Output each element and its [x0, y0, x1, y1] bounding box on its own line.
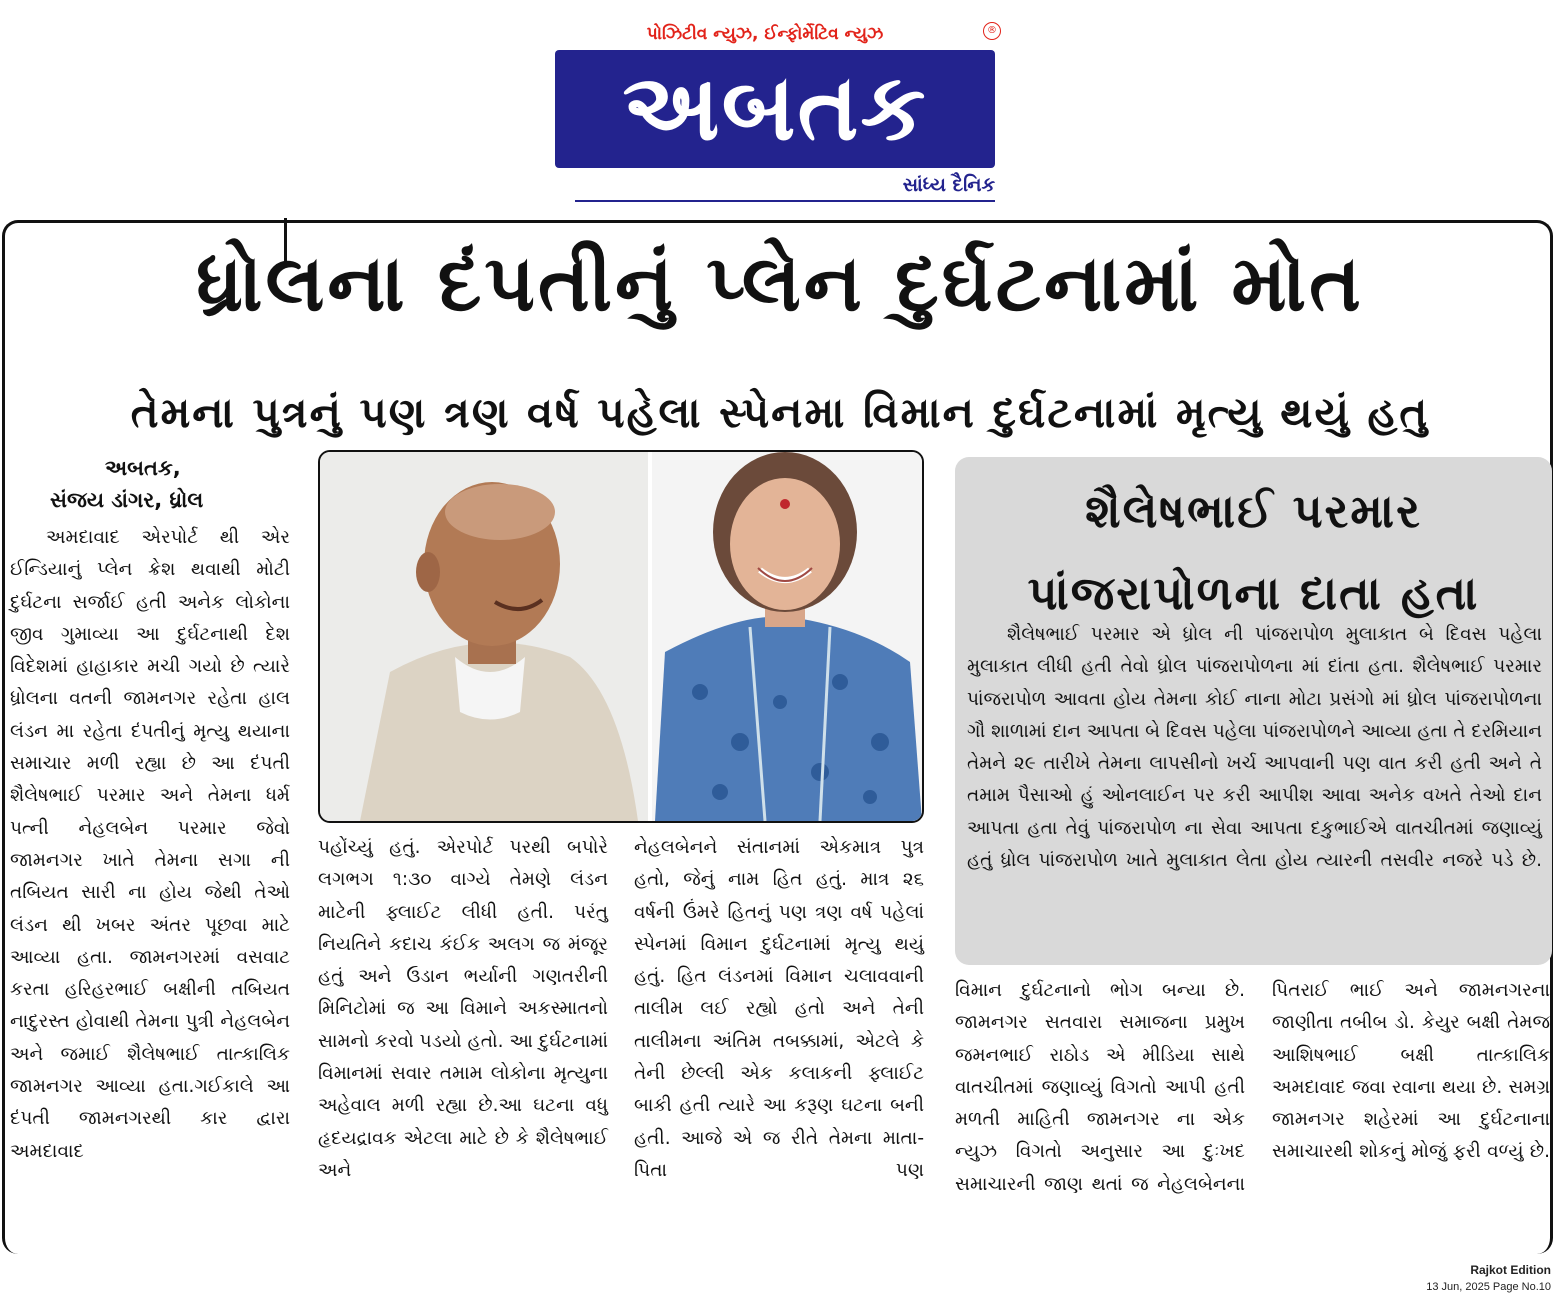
article-column-2 [318, 832, 608, 1252]
masthead [555, 14, 1005, 204]
column-5-text: પિતરાઈ ભાઈ અને જામનગરના જાણીતા તબીબ ડો. કેયુર બક્ષી તેમજ આશિષભાઈ બક્ષી તાત્કાલિક અમદાવાદ જવા રવાના થયા છે. સમગ્ર જામનગર શહેરમાં આ દુર્ઘટનાના સમાચારથી શોકનું મોજું ફરી વળ્યું છે. [1272, 980, 1550, 1163]
column-2-text: પહોંચ્યું હતું. એરપોર્ટ પરથી બપોરે લગભગ ૧:૩૦ વાગ્યે તેમણે લંડન માટેની ફ્લાઈટ લીધી હતી. પરંતુ નિયતિને કદાચ કંઈક અલગ જ મંજૂર હતું અને ઉડાન ભર્યાની ગણતરીની મિનિટોમાં જ આ વિમાને અકસ્માતનો સામનો કરવો પડયો હતો. આ દુર્ઘટનામાં વિમાનમાં સવાર તમામ લોકોના મૃત્યુના અહેવાલ મળી રહ્યા છે.આ ઘટના વધુ હૃદયદ્રાવક એટલા માટે છે કે શૈલેષભાઈ અને [318, 837, 608, 1181]
newspaper-logo: અબતક [555, 50, 995, 168]
sidebar-box [955, 457, 1552, 965]
article-subheadline: તેમના પુત્રનું પણ ત્રણ વર્ષ પહેલા સ્પેનમા વિમાન દુર્ઘટનામાં મૃત્યુ થયું હતુ [130, 388, 1430, 437]
box-text: શૈલેષભાઈ પરમાર એ ધ્રોલ ની પાંજરાપોળ મુલાકાત બે દિવસ પહેલા મુલાકાત લીધી હતી તેવો ધ્રોલ પાંજરાપોળના માં દાંતા હતા. શૈલેષભાઈ પરમાર પાંજરાપોળ આવતા હોય તેમના કોઈ નાના મોટા પ્રસંગો માં ધ્રોલ પાંજરાપોળના ગૌ શાળામાં દાન આપતા બે દિવસ પહેલા પાંજરાપોળને આવ્યા હતા તે દરમિયાન તેમને ૨૯ તારીખે તેમના લાપસીનો ખર્ચ આપવાની પણ વાત કરી હતી અને તે તમામ પૈસાઓ હું ઓનલાઈન પર કરી આપીશ આવા અનેક વખતે તેઓ દાન આપતા હતા તેવું પાંજરાપોળ ના સેવા આપતા દકુભાઈએ વાતચીતમાં જણાવ્યું હતું ધ્રોલ પાંજરાપોળ ખાતે મુલાકાત લેતા હોય ત્યારની તસવીર નજરે પડે છે. [967, 624, 1542, 872]
article-column-5 [1272, 975, 1550, 1255]
box-title-line-2: પાંજરાપોળના દાતા હતા [1027, 566, 1480, 620]
edition-label: Rajkot Edition [1470, 1263, 1551, 1277]
logo-subtitle: સાંધ્ય દૈનિક [902, 174, 995, 196]
page-footer [1426, 1262, 1551, 1296]
article-column-3 [634, 832, 924, 1252]
byline [10, 452, 290, 516]
date-page-label: 13 Jun, 2025 Page No.10 [1426, 1281, 1551, 1293]
article-headline: ધ્રોલના દંપતીનું પ્લેન દુર્ઘટનામાં મોત [196, 239, 1364, 329]
byline-source: અબતક, [105, 456, 181, 480]
masthead-tagline: પોઝિટીવ ન્યુઝ, ઈન્ફોર્મેટિવ ન્યુઝ [646, 24, 884, 44]
column-3-text: નેહલબેનને સંતાનમાં એકમાત્ર પુત્ર હતો, જેનું નામ હિત હતું. માત્ર ૨૬ વર્ષની ઉંમરે હિતનું પણ ત્રણ વર્ષ પહેલાં સ્પેનમાં વિમાન દુર્ઘટનામાં મૃત્યુ થયું હતું. હિત લંડનમાં વિમાન ચલાવવાની તાલીમ લઈ રહ્યો હતો અને તેની તાલીમના અંતિમ તબક્કામાં, એટલે કે તેની છેલ્લી એક કલાકની ફ્લાઈટ બાકી હતી ત્યારે આ કરૂણ ઘટના બની હતી. આજે એ જ રીતે તેમના માતા-પિતા પણ [634, 837, 924, 1181]
article-column-4 [955, 975, 1245, 1255]
box-title-line-1: શૈલેષભાઈ પરમાર [1085, 484, 1422, 538]
byline-reporter: સંજય ડાંગર, ધ્રોલ [50, 488, 204, 512]
logo-underline [575, 200, 995, 202]
registered-mark: ® [983, 22, 1001, 40]
couple-photo [318, 450, 924, 823]
column-4-text: વિમાન દુર્ઘટનાનો ભોગ બન્યા છે. જામનગર સતવારા સમાજના પ્રમુખ જમનભાઈ રાઠોડ એ મીડિયા સાથે વાતચીતમાં જણાવ્યું વિગતો આપી હતી મળતી માહિતી જામનગર ના એક ન્યુઝ વિગતો અનુસાર આ દુઃખદ સમાચારની જાણ થતાં જ નેહલબેનના [955, 980, 1245, 1195]
article-column-1 [10, 522, 290, 1252]
couple-photo-image [320, 452, 922, 821]
column-1-text: અમદાવાદ એરપોર્ટ થી એર ઈન્ડિયાનું પ્લેન ક્રેશ થવાથી મોટી દુર્ઘટના સર્જાઈ હતી અનેક લોકોના જીવ ગુમાવ્યા આ દુર્ઘટનાથી દેશ વિદેશમાં હાહાકાર મચી ગયો છે ત્યારે ધ્રોલના વતની જામનગર રહેતા હાલ લંડન મા રહેતા દંપતીનું મૃત્યુ થયાના સમાચાર મળી રહ્યા છે આ દંપતી શૈલેષભાઈ પરમાર અને તેમના ધર્મ પત્ની નેહલબેન પરમાર જેવો જામનગર ખાતે તેમના સગા ની તબિયત સારી ના હોય જેથી તેઓ લંડન થી ખબર અંતર પૂછવા માટે આવ્યા હતા. જામનગરમાં વસવાટ કરતા હરિહરભાઈ બક્ષીની તબિયત નાદુરસ્ત હોવાથી તેમના પુત્રી નેહલબેન અને જમાઈ શૈલેષભાઈ તાત્કાલિક જામનગર આવ્યા હતા.ગઈકાલે આ દંપતી જામનગરથી કાર દ્વારા અમદાવાદ [10, 527, 290, 1162]
box-text-column [967, 619, 1542, 959]
